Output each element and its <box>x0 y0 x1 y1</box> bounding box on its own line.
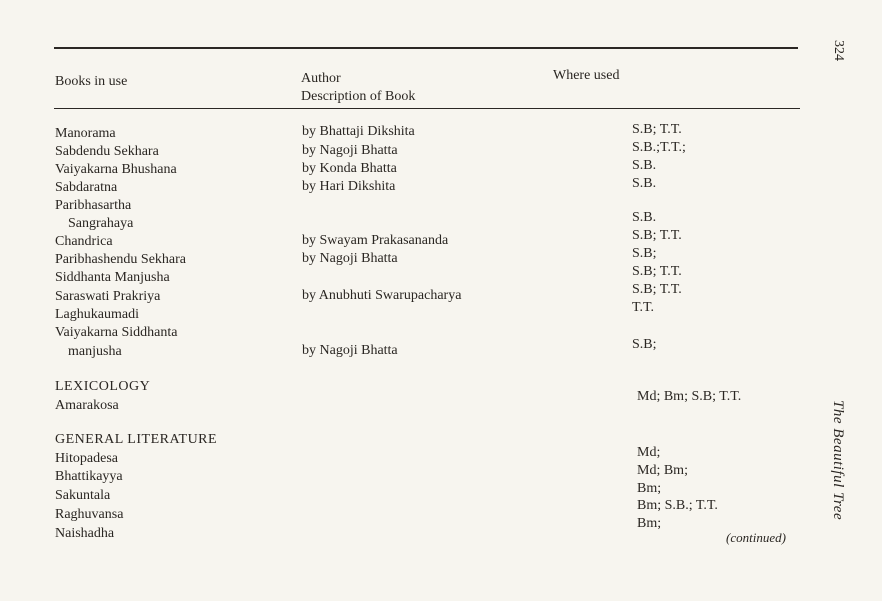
book-name: Paribhashendu Sekhara <box>55 252 187 267</box>
page-number: 324 <box>831 40 846 61</box>
book-where-used: S.B; T.T. <box>632 264 682 279</box>
book-where-used: Bm; S.B.; T.T. <box>637 498 718 513</box>
book-name: Raghuvansa <box>55 507 124 522</box>
book-author: by Nagoji Bhatta <box>302 143 398 158</box>
book-where-used: S.B. <box>632 210 657 225</box>
header-author: Author <box>301 71 341 86</box>
section-heading-general-literature: GENERAL LITERATURE <box>55 432 218 447</box>
book-author: by Nagoji Bhatta <box>302 251 398 266</box>
header-rule <box>54 108 800 109</box>
book-name: Manorama <box>55 126 116 141</box>
book-where-used: S.B; <box>632 337 657 352</box>
book-name: Vaiyakarna Bhushana <box>55 162 177 177</box>
book-where-used: Md; Bm; <box>637 463 688 478</box>
book-where-used: S.B; T.T. <box>632 122 682 137</box>
book-where-used: S.B.;T.T.; <box>632 140 686 155</box>
book-name: manjusha <box>68 344 122 359</box>
book-where-used: S.B. <box>632 158 657 173</box>
top-rule <box>54 47 798 49</box>
book-name: Paribhasartha <box>55 198 132 213</box>
book-name: Sabdaratna <box>55 180 118 195</box>
book-name: Laghukaumadi <box>55 307 139 322</box>
book-author: by Anubhuti Swarupacharya <box>302 288 462 303</box>
header-books-in-use: Books in use <box>55 74 128 89</box>
book-where-used: Bm; <box>637 481 662 496</box>
book-author: by Swayam Prakasananda <box>302 233 449 248</box>
book-where-used: T.T. <box>632 300 655 315</box>
book-author: by Konda Bhatta <box>302 161 397 176</box>
book-where-used: Md; <box>637 445 661 460</box>
book-name: Sakuntala <box>55 488 111 503</box>
book-where-used: S.B; <box>632 246 657 261</box>
book-where-used: Bm; <box>637 516 662 531</box>
book-name: Hitopadesa <box>55 451 118 466</box>
book-name: Sangrahaya <box>68 216 134 231</box>
header-description: Description of Book <box>301 89 416 104</box>
book-where-used: S.B; T.T. <box>632 228 682 243</box>
book-where-used: S.B. <box>632 176 657 191</box>
book-author: by Nagoji Bhatta <box>302 343 398 358</box>
book-name: Sabdendu Sekhara <box>55 144 159 159</box>
book-name: Saraswati Prakriya <box>55 289 161 304</box>
book-where-used: Md; Bm; S.B; T.T. <box>637 389 742 404</box>
book-name: Naishadha <box>55 526 115 541</box>
book-where-used: S.B; T.T. <box>632 282 682 297</box>
book-name: Siddhanta Manjusha <box>55 270 170 285</box>
book-name: Bhattikayya <box>55 469 123 484</box>
book-name: Chandrica <box>55 234 113 249</box>
book-author: by Bhattaji Dikshita <box>302 124 415 139</box>
book-name: Vaiyakarna Siddhanta <box>55 325 178 340</box>
section-heading-lexicology: LEXICOLOGY <box>55 379 151 394</box>
continued-note: (continued) <box>726 530 786 545</box>
running-title: The Beautiful Tree <box>830 400 846 521</box>
book-author: by Hari Dikshita <box>302 179 396 194</box>
header-where-used: Where used <box>553 68 620 83</box>
book-name: Amarakosa <box>55 398 119 413</box>
